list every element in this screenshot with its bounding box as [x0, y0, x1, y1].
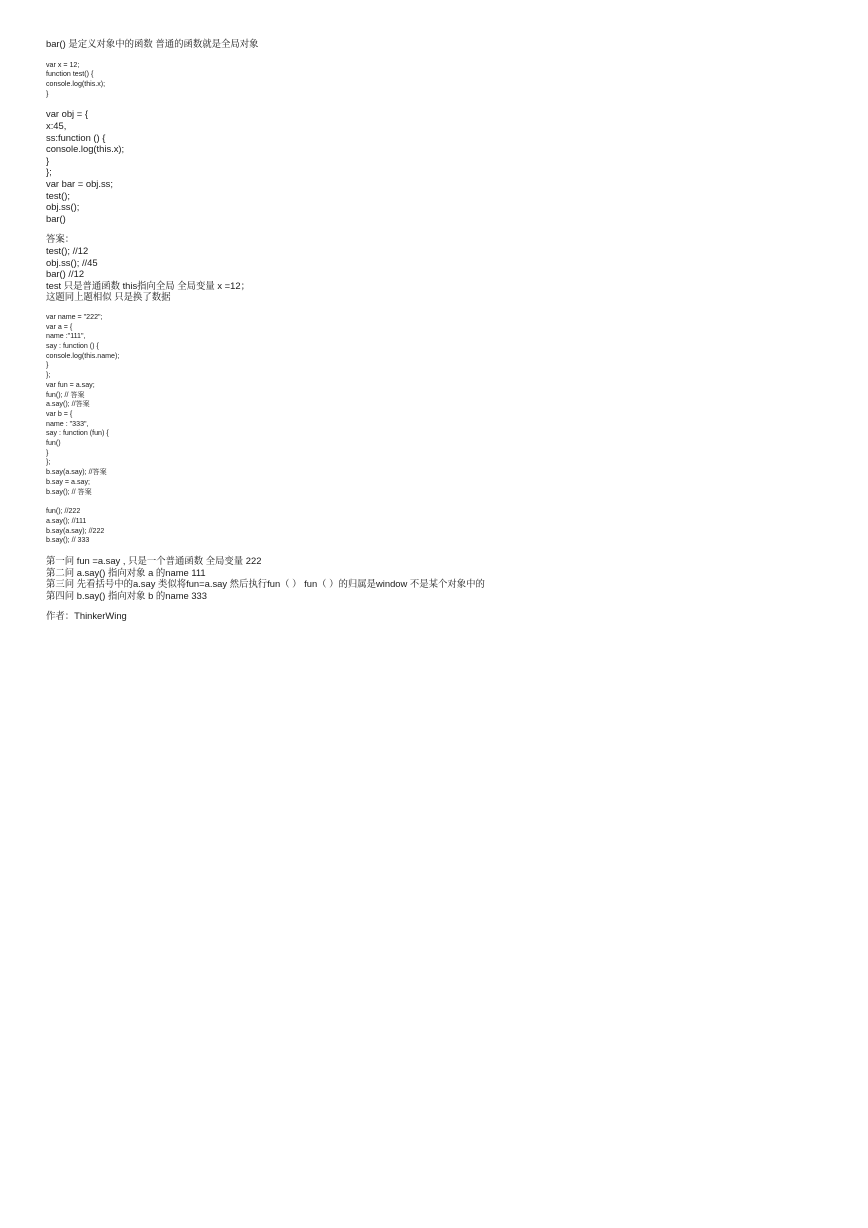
- code-line: var obj = {: [46, 108, 88, 120]
- code-line: };: [46, 458, 51, 467]
- answer-line: b.say(); // 333: [46, 536, 90, 545]
- code-line: b.say(); // 答案: [46, 487, 92, 496]
- answer-block-2: [46, 507, 826, 546]
- explanation-line: test 只是普通函数 this指向全局 全局变量 x =12；: [46, 279, 250, 291]
- answer-line: fun(); //222: [46, 507, 81, 516]
- explanation-block-2: [46, 555, 826, 601]
- answer-heading: 答案：: [46, 233, 75, 245]
- answer-line: test(); //12: [46, 244, 89, 256]
- explanation-line: 第一问 fun =a.say , 只是一个普通函数 全局变量 222: [46, 555, 262, 567]
- code-line: say : function (fun) {: [46, 429, 109, 438]
- intro-text: [46, 38, 826, 50]
- code-block-name-say: [46, 313, 826, 497]
- code-line: bar(): [46, 212, 66, 224]
- answer-line: a.say(); //111: [46, 516, 87, 525]
- code-line: test();: [46, 189, 70, 201]
- code-line: }: [46, 361, 49, 370]
- explanation-line: 这题同上题相似 只是换了数据: [46, 291, 171, 303]
- code-line: x:45,: [46, 120, 67, 131]
- answer-line: b.say(a.say); //222: [46, 526, 105, 535]
- code-line: var fun = a.say;: [46, 380, 95, 389]
- code-line: name :"111",: [46, 332, 86, 341]
- code-block-obj: [46, 108, 826, 224]
- code-line: fun(); // 答案: [46, 390, 85, 399]
- author-credit: [46, 610, 826, 622]
- code-line: obj.ss();: [46, 201, 80, 213]
- code-line: var bar = obj.ss;: [46, 177, 113, 189]
- code-line: function test() {: [46, 70, 94, 79]
- code-line: name : "333",: [46, 419, 89, 428]
- code-line: fun(): [46, 439, 61, 448]
- code-line: var b = {: [46, 409, 73, 418]
- code-line: }: [46, 448, 49, 457]
- code-line: console.log(this.x);: [46, 143, 125, 155]
- explanation-line: 第三问 先看括号中的a.say 类似将fun=a.say 然后执行fun（ ） fun（ ）的归属是window 不是某个对象中的: [46, 578, 485, 590]
- code-block-test-function: [46, 61, 826, 100]
- code-line: say : function () {: [46, 342, 99, 351]
- document-page: [46, 38, 826, 622]
- explanation-line: 第四问 b.say() 指向对象 b 的name 333: [46, 589, 207, 601]
- code-line: }: [46, 89, 49, 98]
- code-line: console.log(this.name);: [46, 351, 120, 360]
- code-line: var a = {: [46, 322, 73, 331]
- intro-line: bar() 是定义对象中的函数 普通的函数就是全局对象: [46, 38, 259, 49]
- code-line: console.log(this.x);: [46, 80, 106, 88]
- answer-block-1: [46, 233, 826, 303]
- code-line: b.say(a.say); //答案: [46, 468, 107, 477]
- explanation-line: 第二问 a.say() 指向对象 a 的name 111: [46, 566, 206, 578]
- code-line: var x = 12;: [46, 60, 80, 69]
- code-line: a.say(); //答案: [46, 400, 90, 409]
- code-line: var name = "222";: [46, 312, 103, 321]
- answer-line: obj.ss(); //45: [46, 256, 98, 268]
- answer-line: bar() //12: [46, 268, 85, 280]
- code-line: };: [46, 166, 52, 178]
- code-line: b.say = a.say;: [46, 477, 90, 486]
- code-line: ss:function () {: [46, 131, 106, 143]
- code-line: }: [46, 154, 50, 166]
- code-line: };: [46, 371, 51, 380]
- author-line: 作者：ThinkerWing: [46, 610, 127, 622]
